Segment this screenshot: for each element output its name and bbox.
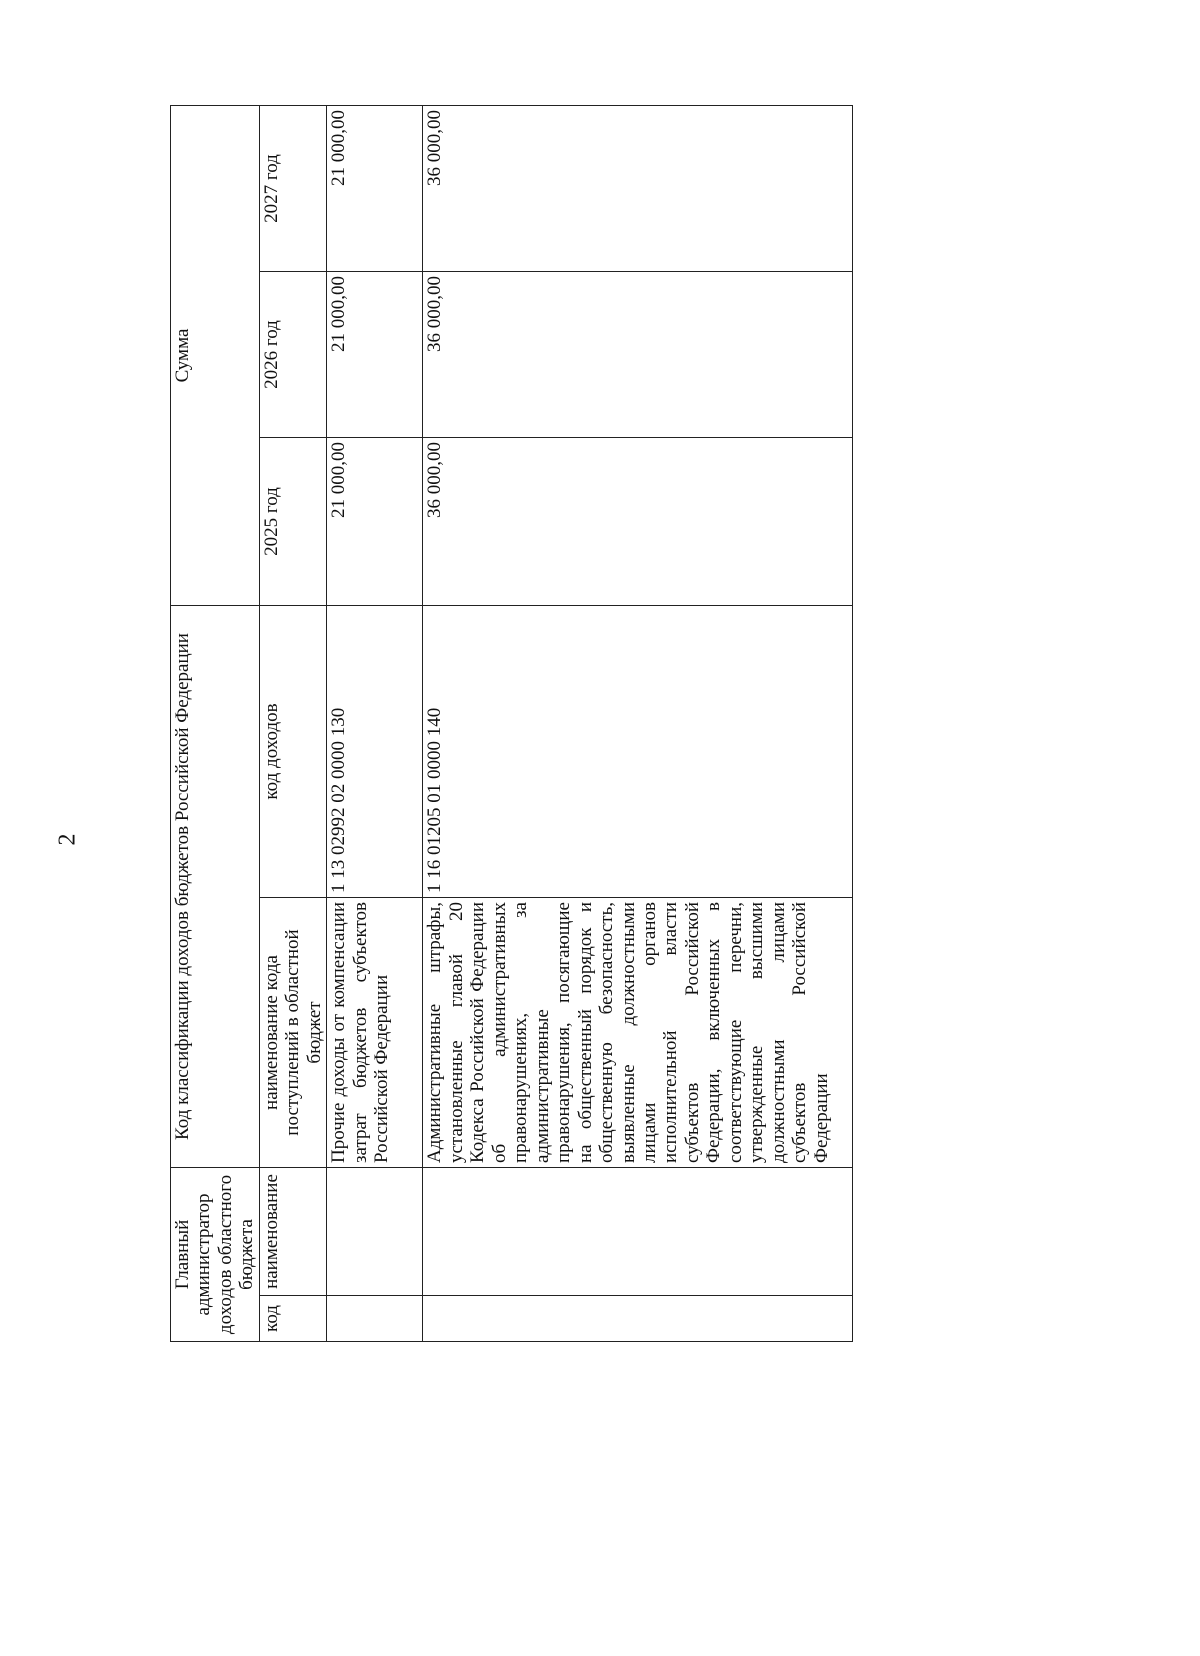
header-year-2026: 2026 год [259, 272, 326, 438]
header-sum-group: Сумма [171, 106, 260, 606]
row-admin-code [327, 1296, 423, 1342]
table-row [423, 106, 853, 1342]
row-admin-name [327, 1168, 423, 1296]
header-kbk-code: код доходов [259, 606, 326, 898]
rotated-table-wrapper [170, 106, 832, 1342]
header-admin-name: наименование [259, 1168, 326, 1296]
row-income-code: 1 13 02992 02 0000 130 [327, 606, 423, 898]
row-description: Прочие доходы от компенсации затрат бюджетов субъектов Российской Федерации [327, 898, 423, 1168]
header-kbk-name: наименование кода поступлений в областной бюджет [259, 898, 326, 1168]
row-description: Административные штрафы, установленные главой 20 Кодекса Российской Федерации об административных правонарушениях, за административные правонарушения, посягающие на общественный порядок и общественную безопасность, выявленные должностными лицами органов исполнительной власти субъектов Российской Федерации, включенных в соответствующие перечни, утвержденные высшими должностными лицами субъектов Российской Федерации [423, 898, 853, 1168]
row-amount-2026: 36 000,00 [423, 272, 853, 438]
table-row [327, 106, 423, 1342]
header-admin-code: код [259, 1296, 326, 1342]
header-admin-group: Главный администратор доходов областного бюджета [171, 1168, 260, 1342]
row-amount-2026: 21 000,00 [327, 272, 423, 438]
header-year-2025: 2025 год [259, 438, 326, 606]
revenue-table [170, 105, 853, 1342]
row-income-code: 1 16 01205 01 0000 140 [423, 606, 853, 898]
header-year-2027: 2027 год [259, 106, 326, 272]
row-amount-2025: 36 000,00 [423, 438, 853, 606]
row-admin-name [423, 1168, 853, 1296]
row-amount-2025: 21 000,00 [327, 438, 423, 606]
row-amount-2027: 21 000,00 [327, 106, 423, 272]
header-row-2 [259, 106, 326, 1342]
header-kbk-group: Код классификации доходов бюджетов Российской Федерации [171, 606, 260, 1168]
page-number: 2 [54, 833, 81, 846]
row-admin-code [423, 1296, 853, 1342]
row-amount-2027: 36 000,00 [423, 106, 853, 272]
header-row-1 [171, 106, 260, 1342]
